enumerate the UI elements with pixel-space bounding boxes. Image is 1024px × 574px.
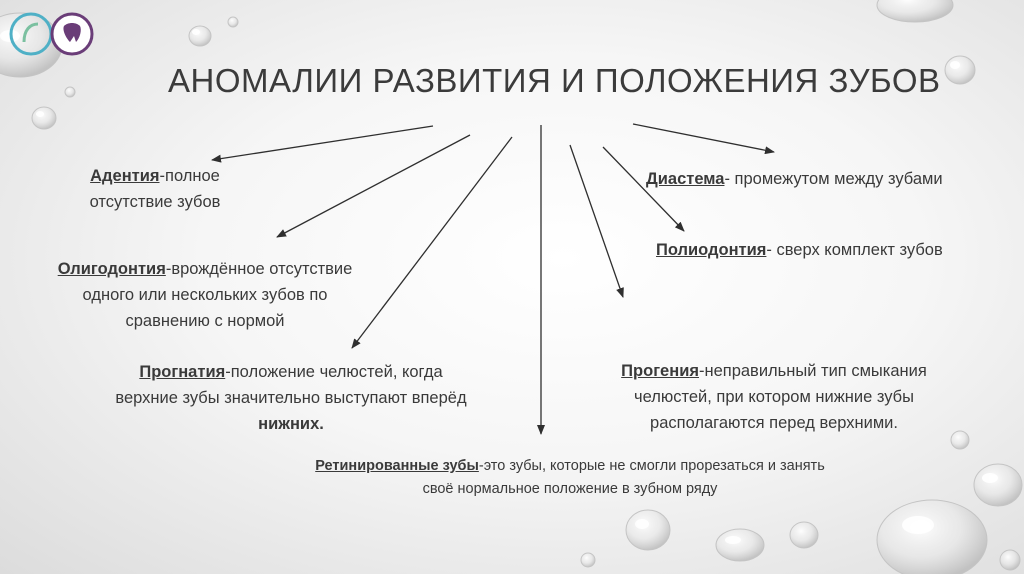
term-desc: своё нормальное положение в зубном ряду — [422, 481, 718, 497]
term-desc: - сверх комплект зубов — [766, 241, 943, 259]
term-retained-teeth — [270, 455, 870, 501]
term-name: Прогения — [621, 362, 699, 380]
term-desc: сравнению с нормой — [125, 312, 285, 330]
term-name: Диастема — [646, 170, 725, 188]
term-adentia — [60, 163, 250, 215]
term-desc: -положение челюстей, когда — [225, 363, 443, 381]
term-desc: -полное — [159, 167, 220, 185]
page-title: АНОМАЛИИ РАЗВИТИЯ И ПОЛОЖЕНИЯ ЗУБОВ — [168, 62, 941, 99]
arrow-to-adentia — [212, 126, 433, 160]
term-desc: нижних. — [258, 415, 324, 433]
arrow-to-diastema — [633, 124, 774, 152]
term-desc: челюстей, при котором нижние зубы — [634, 388, 914, 406]
term-desc: отсутствие зубов — [89, 193, 221, 211]
arrow-to-oligodontia — [277, 135, 470, 237]
term-diastema — [646, 166, 1021, 192]
term-name: Олигодонтия — [57, 260, 166, 278]
term-desc: - промежутом между зубами — [724, 170, 943, 188]
term-progenia — [574, 358, 974, 436]
term-desc: одного или нескольких зубов по — [82, 286, 328, 304]
term-desc: -это зубы, которые не смогли прорезаться и занять — [478, 458, 825, 474]
term-name: Полиодонтия — [656, 241, 767, 259]
term-desc: -неправильный тип смыкания — [698, 362, 927, 380]
term-name: Прогнатия — [139, 363, 226, 381]
term-poliodontia — [656, 237, 1016, 263]
term-oligodontia — [22, 256, 388, 334]
term-name: Ретинированные зубы — [315, 458, 479, 474]
term-desc: располагаются перед верхними. — [650, 414, 898, 432]
term-prognatia — [66, 359, 516, 437]
term-desc: верхние зубы значительно выступают вперёд — [115, 389, 467, 407]
arrow-to-progenia — [570, 145, 623, 297]
term-desc: -врождённое отсутствие — [165, 260, 353, 278]
term-name: Адентия — [90, 167, 160, 185]
